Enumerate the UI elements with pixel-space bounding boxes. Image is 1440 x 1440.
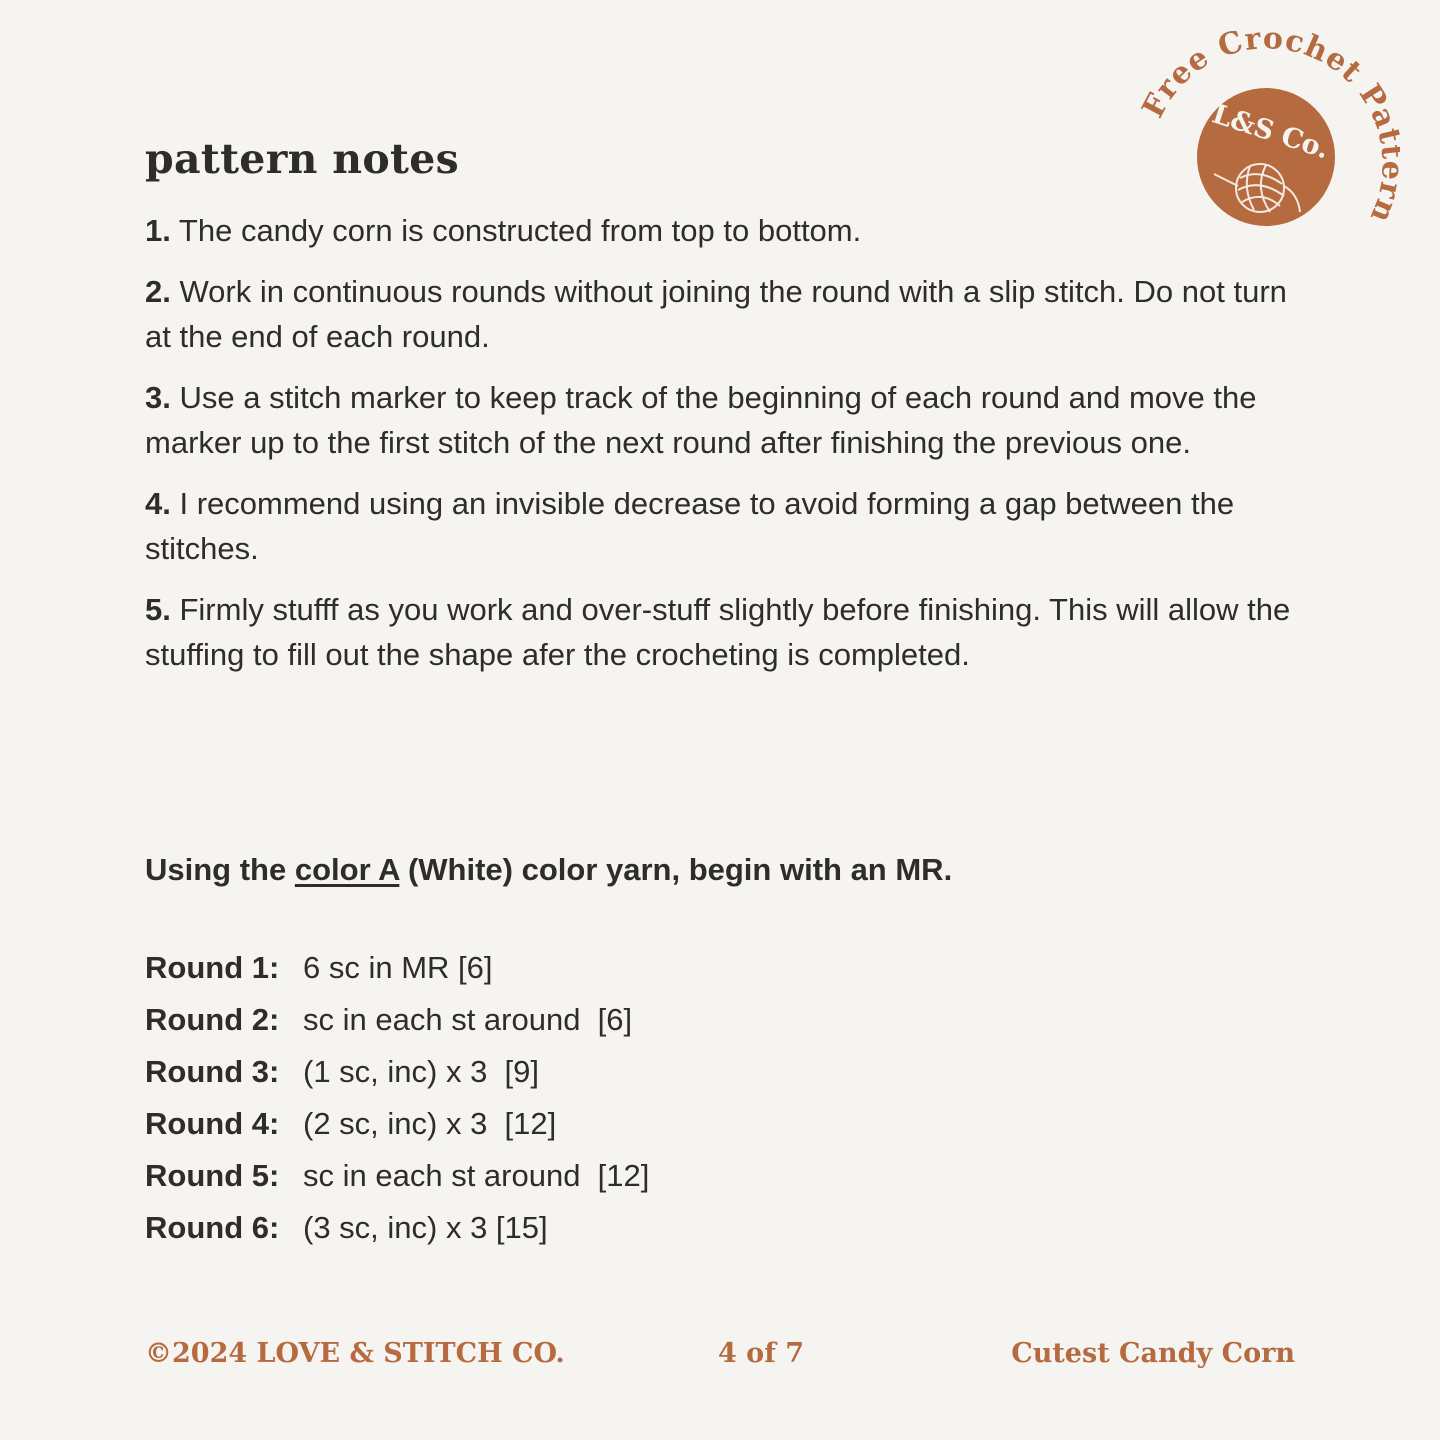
round-row-1 <box>145 942 649 994</box>
note-text: Firmly stufff as you work and over-stuff slightly before finishing. This will allow the stuffing to fill out the shape afer the crocheting is completed. <box>145 592 1291 672</box>
note-item-2 <box>145 269 1315 359</box>
note-item-4 <box>145 481 1315 571</box>
note-text: I recommend using an invisible decrease to avoid forming a gap between the stitches. <box>145 486 1235 566</box>
round-instruction: sc in each st around [6] <box>303 1002 633 1037</box>
footer-pattern-title: Cutest Candy Corn <box>1011 1338 1295 1369</box>
note-text: The candy corn is constructed from top to bottom. <box>170 213 862 248</box>
round-row-6 <box>145 1202 649 1254</box>
round-label: Round 3: <box>145 1054 280 1089</box>
round-label: Round 2: <box>145 1002 280 1037</box>
note-number: 5. <box>145 592 171 627</box>
badge-logo-text: L&S Co. <box>1208 98 1333 166</box>
round-instruction: (2 sc, inc) x 3 [12] <box>303 1106 557 1141</box>
round-label: Round 5: <box>145 1158 280 1193</box>
round-instruction: sc in each st around [12] <box>303 1158 650 1193</box>
round-label: Round 1: <box>145 950 280 985</box>
pattern-notes-list <box>145 208 1315 693</box>
note-text: Work in continuous rounds without joining the round with a slip stitch. Do not turn at the end of each round. <box>145 274 1287 354</box>
note-number: 3. <box>145 380 171 415</box>
color-instruction <box>145 848 952 892</box>
note-text: Use a stitch marker to keep track of the beginning of each round and move the marker up to the first stitch of the next round after finishing the previous one. <box>145 380 1257 460</box>
note-item-5 <box>145 587 1315 677</box>
round-label: Round 6: <box>145 1210 280 1245</box>
note-number: 2. <box>145 274 171 309</box>
footer-page-number: 4 of 7 <box>718 1338 804 1369</box>
color-a-link[interactable]: color A <box>294 852 400 887</box>
note-number: 1. <box>145 213 171 248</box>
intro-text-before: Using the <box>145 852 295 887</box>
note-item-3 <box>145 375 1315 465</box>
badge-arc-text: Free Crochet Pa n <box>1135 28 1400 229</box>
rounds-list <box>145 942 649 1254</box>
round-row-2 <box>145 994 649 1046</box>
footer-copyright: ©2024 LOVE & STITCH CO. <box>145 1338 565 1369</box>
round-instruction: (1 sc, inc) x 3 [9] <box>303 1054 540 1089</box>
round-label: Round 4: <box>145 1106 280 1141</box>
note-number: 4. <box>145 486 171 521</box>
round-row-5 <box>145 1150 649 1202</box>
round-instruction: 6 sc in MR [6] <box>303 950 493 985</box>
page-heading: pattern notes <box>145 135 460 183</box>
intro-text-after: (White) color yarn, begin with an MR. <box>399 852 953 887</box>
round-instruction: (3 sc, inc) x 3 [15] <box>303 1210 548 1245</box>
round-row-3 <box>145 1046 649 1098</box>
round-row-4 <box>145 1098 649 1150</box>
note-item-1 <box>145 208 1315 253</box>
